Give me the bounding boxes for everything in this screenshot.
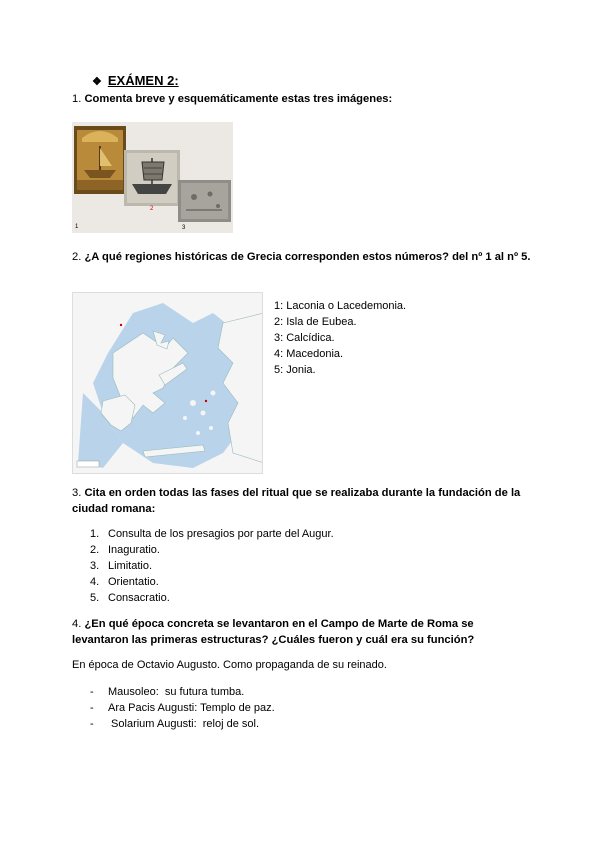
item-text: Limitatio. xyxy=(108,560,153,572)
relief-image-1 xyxy=(74,126,126,194)
figure-label-2: 2 xyxy=(150,206,154,212)
item-number: 1. xyxy=(90,528,100,540)
answer-4-item xyxy=(90,700,275,716)
item-number: 4. xyxy=(90,576,100,588)
item-number: 5. xyxy=(90,592,100,604)
exam-title-text: EXÁMEN 2: xyxy=(107,73,179,88)
item-text: Orientatio. xyxy=(108,576,159,588)
answer-3-item xyxy=(90,558,334,574)
figure-label-3: 3 xyxy=(182,225,186,231)
question-4 xyxy=(72,616,532,648)
item-text: Inaguratio. xyxy=(108,544,160,556)
item-text: Solarium Augusti: reloj de sol. xyxy=(108,718,260,730)
answers-list-3 xyxy=(90,526,334,606)
question-2-number: 2. xyxy=(72,251,85,263)
dash-bullet: - xyxy=(90,702,94,714)
question-1-number: 1. xyxy=(72,93,85,105)
item-text: Mausoleo: su futura tumba. xyxy=(108,686,245,698)
answer-2-item: 4: Macedonia. xyxy=(274,348,344,360)
item-text: Consacratio. xyxy=(108,592,170,604)
question-1-text: Comenta breve y esquemáticamente estas tres imágenes: xyxy=(84,93,393,105)
item-text: Consulta de los presagios por parte del Augur. xyxy=(108,528,334,540)
ship-image-2 xyxy=(124,150,180,206)
greece-map-graphic xyxy=(73,293,263,474)
question-2 xyxy=(72,249,532,265)
answer-4-intro: En época de Octavio Augusto. Como propaganda de su reinado. xyxy=(72,659,387,671)
answer-4-item xyxy=(90,716,275,732)
dash-bullet: - xyxy=(90,686,94,698)
answer-3-item xyxy=(90,590,334,606)
answer-3-item xyxy=(90,542,334,558)
item-number: 2. xyxy=(90,544,100,556)
answer-2-item: 2: Isla de Eubea. xyxy=(274,316,357,328)
answer-3-item xyxy=(90,574,334,590)
question-4-number: 4. xyxy=(72,618,85,630)
answer-2-item: 5: Jonia. xyxy=(274,364,316,376)
stone-image-3 xyxy=(178,180,231,222)
item-text: Ara Pacis Augusti: Templo de paz. xyxy=(108,702,275,714)
item-number: 3. xyxy=(90,560,100,572)
question-2-text: ¿A qué regiones históricas de Grecia corresponden estos números? del nº 1 al nº 5. xyxy=(84,251,531,263)
exam-title xyxy=(92,73,179,88)
question-1 xyxy=(72,91,532,107)
figure-label-1: 1 xyxy=(75,224,79,230)
dash-bullet: - xyxy=(90,718,94,730)
answers-list-2 xyxy=(274,298,406,378)
question-3-number: 3. xyxy=(72,487,85,499)
three-images-figure xyxy=(72,122,233,233)
answer-2-item: 3: Calcídica. xyxy=(274,332,335,344)
question-4-text: ¿En qué época concreta se levantaron en el Campo de Marte de Roma se levantaron las primeras estructuras? ¿Cuáles fueron y cuál era su función? xyxy=(72,618,475,646)
answers-list-4 xyxy=(90,684,275,732)
question-3 xyxy=(72,485,532,517)
three-images-graphic xyxy=(72,122,233,233)
answer-3-item xyxy=(90,526,334,542)
question-3-text: Cita en orden todas las fases del ritual que se realizaba durante la fundación de la ciudad romana: xyxy=(72,487,521,515)
diamond-bullet-icon: ❖ xyxy=(92,76,102,88)
answer-4-item xyxy=(90,684,275,700)
greece-map xyxy=(72,292,263,474)
answer-2-item: 1: Laconia o Lacedemonia. xyxy=(274,300,407,312)
